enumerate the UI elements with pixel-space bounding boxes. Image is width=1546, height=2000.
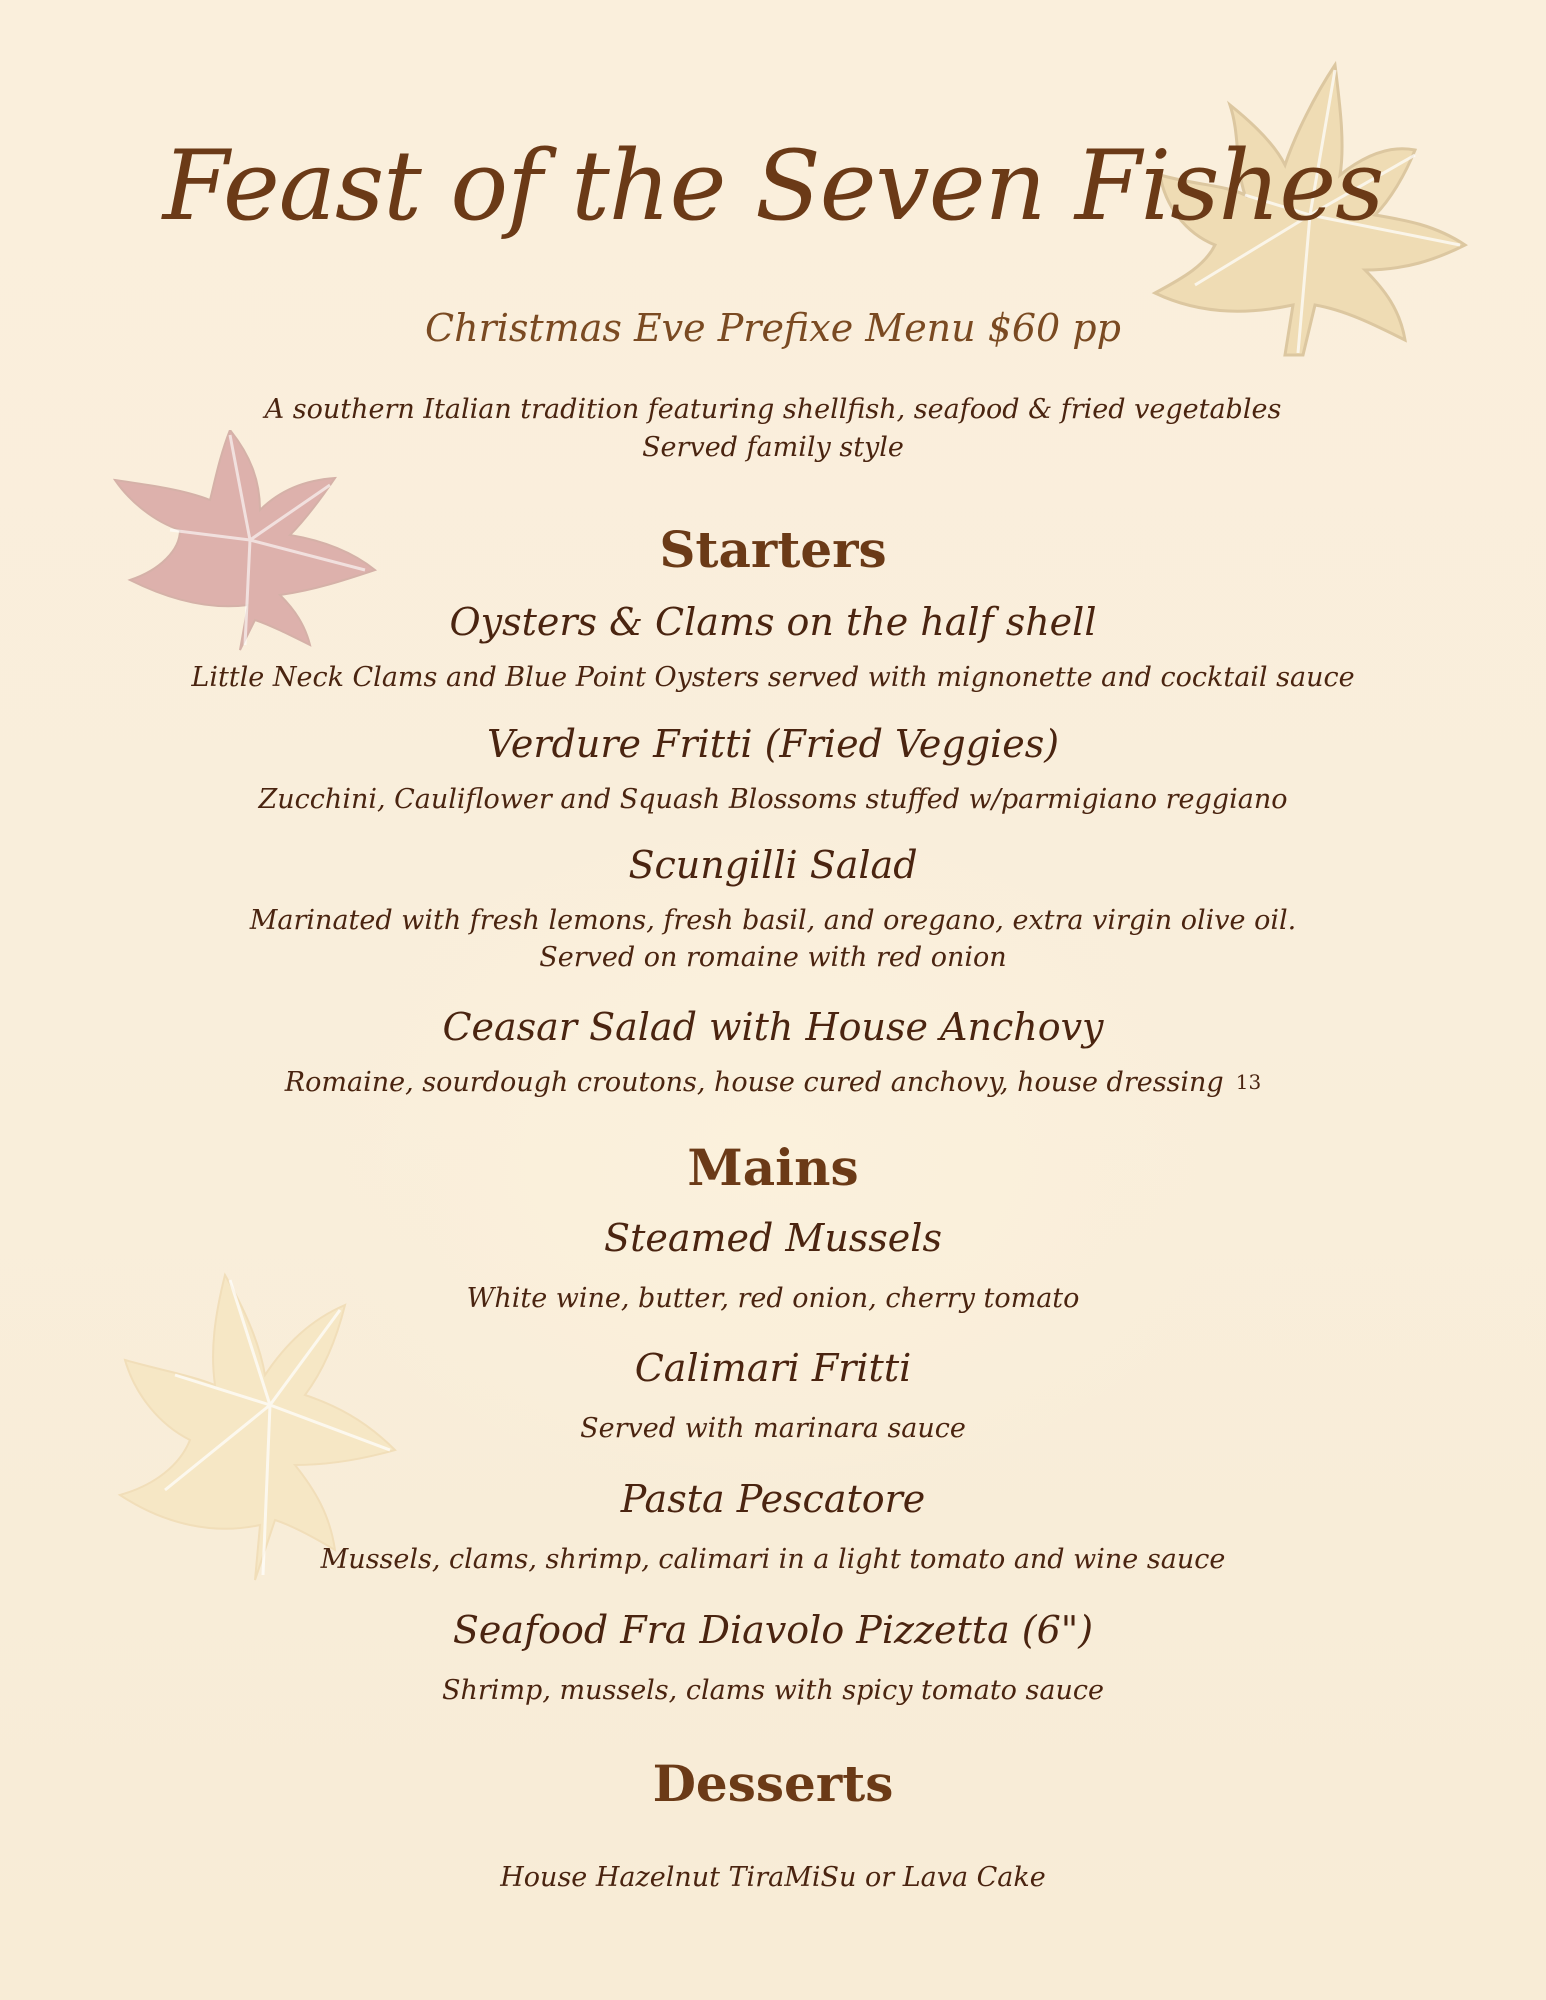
intro-line-1: A southern Italian tradition featuring shellfish, seafood & fried vegetables: [264, 394, 1282, 425]
dish-description-line-2: Served on romaine with red onion: [539, 942, 1007, 973]
section-heading-mains: Mains: [687, 1138, 859, 1197]
menu-title: Feast of the Seven Fishes: [162, 130, 1384, 242]
intro-line-2: Served family style: [642, 432, 904, 463]
dish-description: Served with marinara sauce: [580, 1413, 966, 1444]
dish-name: Verdure Fritti (Fried Veggies): [486, 722, 1060, 766]
dessert-description: House Hazelnut TiraMiSu or Lava Cake: [500, 1862, 1046, 1893]
section-heading-desserts: Desserts: [652, 1754, 894, 1813]
dish-description: Romaine, sourdough croutons, house cured anchovy, house dressing: [284, 1067, 1224, 1098]
dish-description: White wine, butter, red onion, cherry tomato: [466, 1283, 1080, 1314]
dish-description: Marinated with fresh lemons, fresh basil, and oregano, extra virgin olive oil.: [249, 905, 1297, 936]
dish-name: Pasta Pescatore: [620, 1477, 926, 1521]
dish-price: 13: [1235, 1070, 1262, 1094]
menu-subtitle: Christmas Eve Prefixe Menu $60 pp: [425, 306, 1121, 350]
dish-name: Seafood Fra Diavolo Pizzetta (6"): [452, 1608, 1094, 1652]
dish-name: Ceasar Salad with House Anchovy: [442, 1005, 1104, 1049]
dish-name: Calimari Fritti: [634, 1346, 912, 1390]
section-heading-starters: Starters: [659, 520, 887, 579]
dish-name: Steamed Mussels: [604, 1216, 942, 1260]
dish-description: Mussels, clams, shrimp, calimari in a light tomato and wine sauce: [320, 1544, 1226, 1575]
dish-description: Shrimp, mussels, clams with spicy tomato sauce: [442, 1675, 1104, 1706]
dish-description: Little Neck Clams and Blue Point Oysters served with mignonette and cocktail sauce: [191, 662, 1355, 693]
dish-name: Scungilli Salad: [628, 843, 918, 887]
dish-description-with-price: [0, 1067, 1546, 1098]
dish-description: Zucchini, Cauliflower and Squash Blossoms stuffed w/parmigiano reggiano: [258, 784, 1288, 815]
dish-name: Oysters & Clams on the half shell: [449, 600, 1097, 644]
